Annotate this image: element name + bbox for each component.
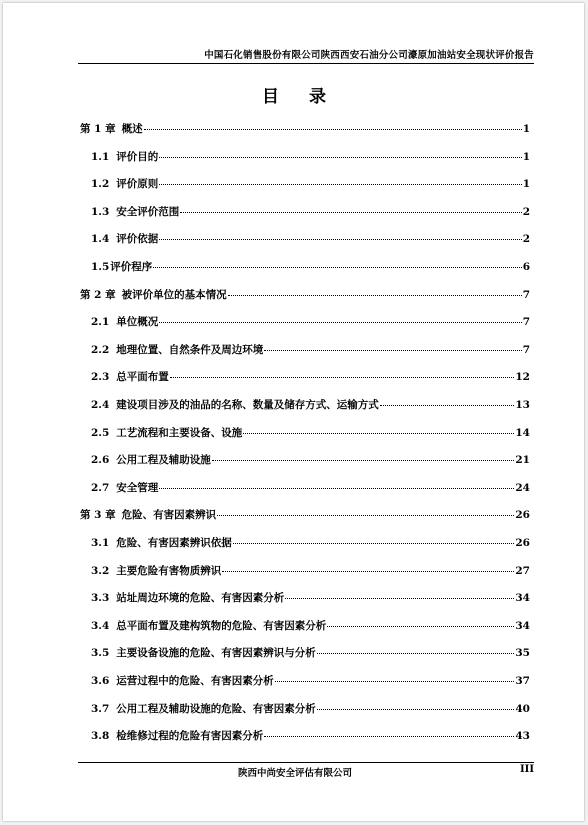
toc-section-entry[interactable]: [91, 674, 530, 688]
toc-entry-page: 7: [522, 343, 530, 356]
toc-entry-title: 评价原则: [116, 178, 159, 191]
toc-dot-leader: [159, 238, 521, 240]
toc-entry-title: 单位概况: [116, 316, 159, 329]
toc-entry-number: 1.2: [91, 178, 110, 191]
toc-entry-page: 1: [522, 150, 530, 163]
toc-entry-page: 1: [522, 178, 530, 191]
toc-dot-leader: [159, 487, 514, 489]
toc-entry-number: 2.6: [91, 454, 110, 467]
toc-dot-leader: [327, 625, 514, 627]
toc-section-entry[interactable]: [91, 564, 530, 578]
toc-entry-page: 34: [515, 619, 530, 632]
toc-entry-title: 运营过程中的危险、有害因素分析: [116, 675, 274, 687]
toc-entry-title: 公用工程及辅助设施的危险、有害因素分析: [116, 702, 316, 715]
toc-chapter-entry[interactable]: [80, 122, 530, 136]
toc-entry-page: 40: [515, 702, 530, 715]
toc-dot-leader: [159, 156, 521, 158]
toc-entry-page: 24: [515, 481, 530, 494]
toc-entry-page: 13: [515, 399, 530, 411]
toc-chapter-entry[interactable]: [80, 288, 530, 302]
toc-title: 目 录: [262, 87, 338, 107]
toc-entry-title: 地理位置、自然条件及周边环境: [116, 343, 264, 356]
toc-dot-leader: [170, 376, 515, 378]
toc-section-entry[interactable]: [91, 232, 530, 246]
toc-entry-page: 2: [522, 233, 530, 246]
toc-entry-page: 26: [515, 537, 530, 549]
toc-dot-leader: [228, 294, 522, 296]
toc-entry-title: 工艺流程和主要设备、设施: [116, 426, 243, 439]
toc-section-entry[interactable]: [91, 150, 530, 164]
toc-dot-leader: [317, 652, 515, 654]
toc-entry-page: 27: [515, 564, 530, 577]
toc-entry-number: 3.2: [91, 564, 110, 577]
footer-rule: [78, 762, 534, 763]
toc-section-entry[interactable]: [91, 315, 530, 329]
running-header: 中国石化销售股份有限公司陕西西安石油分公司濠原加油站安全现状评价报告: [204, 50, 534, 61]
toc-section-entry[interactable]: [91, 370, 530, 384]
toc-dot-leader: [222, 570, 514, 572]
toc-entry-page: 21: [515, 454, 530, 467]
toc-entry-title: 总平面布置: [116, 371, 169, 384]
toc-entry-page: 34: [515, 592, 530, 605]
toc-dot-leader: [264, 735, 514, 737]
toc-entry-number: 1.1: [91, 150, 110, 163]
toc-section-entry[interactable]: [91, 260, 530, 274]
toc-entry-number: 1.3: [91, 205, 110, 218]
toc-section-entry[interactable]: [91, 398, 530, 412]
toc-entry-title: 安全评价范围: [116, 205, 180, 218]
toc-dot-leader: [264, 349, 521, 351]
toc-dot-leader: [317, 708, 515, 710]
toc-entry-number: 3.6: [91, 675, 110, 687]
toc-entry-title: 被评价单位的基本情况: [121, 288, 227, 301]
toc-section-entry[interactable]: [91, 426, 530, 440]
toc-entry-number: 3.5: [91, 647, 110, 660]
toc-entry-title: 概述: [121, 123, 143, 135]
toc-entry-title: 危险、有害因素辨识: [121, 509, 217, 522]
toc-entry-title: 总平面布置及建构筑物的危险、有害因素分析: [116, 619, 327, 632]
toc-entry-number: 3.8: [91, 730, 110, 743]
toc-entry-title: 评价程序: [110, 261, 153, 273]
page-number: III: [520, 764, 535, 775]
toc-entry-title: 安全管理: [116, 481, 159, 494]
toc-entry-title: 危险、有害因素辨识依据: [116, 537, 232, 549]
toc-section-entry[interactable]: [91, 729, 530, 743]
toc-dot-leader: [380, 404, 515, 406]
toc-entry-number: 第 3 章: [80, 509, 116, 522]
toc-entry-number: 1.5: [91, 261, 110, 273]
toc-entry-page: 14: [515, 426, 530, 439]
toc-chapter-entry[interactable]: [80, 508, 530, 522]
toc-entry-title: 站址周边环境的危险、有害因素分析: [116, 592, 285, 605]
toc-entry-page: 35: [515, 647, 530, 660]
toc-entry-page: 12: [515, 371, 530, 384]
toc-entry-number: 第 2 章: [80, 288, 116, 301]
header-rule: [78, 63, 534, 64]
toc-entry-number: 3.3: [91, 592, 110, 605]
toc-dot-leader: [275, 680, 515, 682]
toc-entry-number: 3.4: [91, 619, 110, 632]
toc-dot-leader: [217, 514, 514, 516]
toc-entry-number: 1.4: [91, 233, 110, 246]
toc-entry-page: 7: [522, 316, 530, 329]
toc-entry-number: 3.1: [91, 537, 110, 549]
toc-dot-leader: [243, 432, 514, 434]
toc-entry-title: 评价依据: [116, 233, 159, 246]
toc-entry-title: 建设项目涉及的油品的名称、数量及储存方式、运输方式: [116, 399, 379, 411]
toc-dot-leader: [180, 211, 521, 213]
toc-entry-page: 7: [522, 288, 530, 301]
toc-entry-title: 主要危险有害物质辨识: [116, 564, 222, 577]
toc-entry-number: 2.1: [91, 316, 110, 329]
toc-dot-leader: [144, 128, 522, 130]
toc-section-entry[interactable]: [91, 591, 530, 605]
toc-entry-number: 2.3: [91, 371, 110, 384]
toc-dot-leader: [212, 459, 515, 461]
toc-entry-number: 2.4: [91, 399, 110, 411]
toc-entry-number: 2.5: [91, 426, 110, 439]
toc-entry-number: 2.2: [91, 343, 110, 356]
toc-section-entry[interactable]: [91, 205, 530, 219]
toc-entry-page: 2: [522, 205, 530, 218]
toc-entry-page: 26: [515, 509, 530, 522]
toc-dot-leader: [233, 542, 515, 544]
toc-dot-leader: [159, 321, 521, 323]
toc-entry-page: 6: [522, 261, 530, 273]
toc-section-entry[interactable]: [91, 646, 530, 660]
toc-entry-page: 43: [515, 730, 530, 743]
toc-section-entry[interactable]: [91, 481, 530, 495]
toc-entry-number: 2.7: [91, 481, 110, 494]
footer-company: 陕西中尚安全评估有限公司: [238, 768, 353, 779]
toc-entry-number: 第 1 章: [80, 123, 116, 135]
toc-dot-leader: [285, 597, 514, 599]
toc-section-entry[interactable]: [91, 536, 530, 550]
toc-entry-title: 检维修过程的危险有害因素分析: [116, 730, 264, 743]
toc-dot-leader: [153, 266, 521, 268]
toc-entry-page: 37: [515, 675, 530, 687]
toc-section-entry[interactable]: [91, 453, 530, 467]
toc-section-entry[interactable]: [91, 343, 530, 357]
toc-section-entry[interactable]: [91, 702, 530, 716]
toc-section-entry[interactable]: [91, 177, 530, 191]
toc-dot-leader: [159, 183, 521, 185]
toc-entry-page: 1: [522, 123, 530, 135]
toc-entry-number: 3.7: [91, 702, 110, 715]
toc-entry-title: 评价目的: [116, 150, 159, 163]
toc-section-entry[interactable]: [91, 619, 530, 633]
toc-entry-title: 公用工程及辅助设施: [116, 454, 211, 467]
toc-entry-title: 主要设备设施的危险、有害因素辨识与分析: [116, 647, 316, 660]
